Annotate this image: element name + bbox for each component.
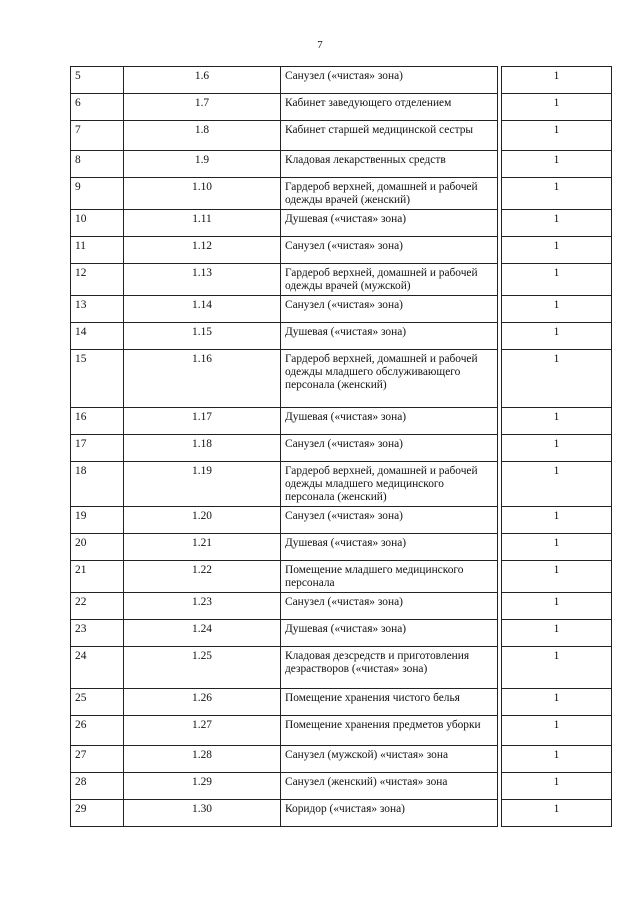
table-row [71, 237, 612, 264]
page-number: 7 [317, 39, 323, 51]
room-code-cell: 1.15 [124, 323, 281, 350]
room-code-cell: 1.8 [124, 121, 281, 151]
room-name-cell: Гардероб верхней, домашней и рабочей одежды врачей (мужской) [281, 264, 498, 296]
row-number-cell: 23 [71, 620, 124, 647]
row-number-cell: 8 [71, 151, 124, 178]
room-code-cell: 1.18 [124, 435, 281, 462]
table-row [71, 350, 612, 408]
room-code-cell: 1.27 [124, 716, 281, 746]
row-number-cell: 12 [71, 264, 124, 296]
room-name-cell: Санузел («чистая» зона) [281, 237, 498, 264]
room-name-cell: Санузел («чистая» зона) [281, 593, 498, 620]
room-code-cell: 1.29 [124, 773, 281, 800]
table-row [71, 121, 612, 151]
room-name-cell: Кладовая дезсредств и приготовления дезрастворов («чистая» зона) [281, 647, 498, 689]
row-number-cell: 24 [71, 647, 124, 689]
room-code-cell: 1.28 [124, 746, 281, 773]
room-code-cell: 1.16 [124, 350, 281, 408]
quantity-cell: 1 [502, 264, 612, 296]
table-row [71, 323, 612, 350]
table-row [71, 534, 612, 561]
quantity-cell: 1 [502, 620, 612, 647]
table-row [71, 647, 612, 689]
room-name-cell: Душевая («чистая» зона) [281, 620, 498, 647]
row-number-cell: 14 [71, 323, 124, 350]
quantity-cell: 1 [502, 746, 612, 773]
quantity-cell: 1 [502, 462, 612, 507]
table-row [71, 716, 612, 746]
room-name-cell: Санузел («чистая» зона) [281, 296, 498, 323]
quantity-cell: 1 [502, 647, 612, 689]
quantity-cell: 1 [502, 121, 612, 151]
table-row [71, 689, 612, 716]
table-row [71, 561, 612, 593]
quantity-cell: 1 [502, 178, 612, 210]
room-code-cell: 1.14 [124, 296, 281, 323]
rooms-table [70, 66, 612, 827]
room-code-cell: 1.12 [124, 237, 281, 264]
room-code-cell: 1.13 [124, 264, 281, 296]
room-code-cell: 1.22 [124, 561, 281, 593]
room-name-cell: Коридор («чистая» зона) [281, 800, 498, 827]
row-number-cell: 20 [71, 534, 124, 561]
table-row [71, 151, 612, 178]
room-code-cell: 1.7 [124, 94, 281, 121]
quantity-cell: 1 [502, 296, 612, 323]
room-code-cell: 1.30 [124, 800, 281, 827]
row-number-cell: 28 [71, 773, 124, 800]
room-name-cell: Санузел («чистая» зона) [281, 67, 498, 94]
room-code-cell: 1.19 [124, 462, 281, 507]
row-number-cell: 17 [71, 435, 124, 462]
row-number-cell: 15 [71, 350, 124, 408]
row-number-cell: 19 [71, 507, 124, 534]
row-number-cell: 11 [71, 237, 124, 264]
room-name-cell: Кабинет заведующего отделением [281, 94, 498, 121]
table-row [71, 296, 612, 323]
room-code-cell: 1.21 [124, 534, 281, 561]
rooms-table-body [71, 67, 612, 827]
table-row [71, 178, 612, 210]
table-row [71, 593, 612, 620]
table-row [71, 94, 612, 121]
quantity-cell: 1 [502, 507, 612, 534]
quantity-cell: 1 [502, 800, 612, 827]
quantity-cell: 1 [502, 435, 612, 462]
room-name-cell: Душевая («чистая» зона) [281, 408, 498, 435]
room-name-cell: Душевая («чистая» зона) [281, 210, 498, 237]
row-number-cell: 22 [71, 593, 124, 620]
room-code-cell: 1.9 [124, 151, 281, 178]
row-number-cell: 18 [71, 462, 124, 507]
row-number-cell: 10 [71, 210, 124, 237]
room-name-cell: Кабинет старшей медицинской сестры [281, 121, 498, 151]
room-code-cell: 1.20 [124, 507, 281, 534]
row-number-cell: 25 [71, 689, 124, 716]
room-code-cell: 1.10 [124, 178, 281, 210]
quantity-cell: 1 [502, 593, 612, 620]
room-name-cell: Гардероб верхней, домашней и рабочей одежды младшего медицинского персонала (женский) [281, 462, 498, 507]
table-row [71, 210, 612, 237]
row-number-cell: 13 [71, 296, 124, 323]
quantity-cell: 1 [502, 773, 612, 800]
table-row [71, 264, 612, 296]
table-row [71, 620, 612, 647]
quantity-cell: 1 [502, 534, 612, 561]
row-number-cell: 6 [71, 94, 124, 121]
room-name-cell: Кладовая лекарственных средств [281, 151, 498, 178]
room-code-cell: 1.17 [124, 408, 281, 435]
table-row [71, 408, 612, 435]
table-row [71, 435, 612, 462]
room-name-cell: Санузел («чистая» зона) [281, 507, 498, 534]
row-number-cell: 27 [71, 746, 124, 773]
quantity-cell: 1 [502, 716, 612, 746]
quantity-cell: 1 [502, 210, 612, 237]
room-code-cell: 1.25 [124, 647, 281, 689]
row-number-cell: 16 [71, 408, 124, 435]
quantity-cell: 1 [502, 689, 612, 716]
row-number-cell: 7 [71, 121, 124, 151]
room-name-cell: Санузел («чистая» зона) [281, 435, 498, 462]
room-name-cell: Санузел (мужской) «чистая» зона [281, 746, 498, 773]
quantity-cell: 1 [502, 323, 612, 350]
room-name-cell: Помещение хранения чистого белья [281, 689, 498, 716]
quantity-cell: 1 [502, 94, 612, 121]
room-code-cell: 1.23 [124, 593, 281, 620]
room-code-cell: 1.11 [124, 210, 281, 237]
quantity-cell: 1 [502, 561, 612, 593]
room-name-cell: Помещение хранения предметов уборки [281, 716, 498, 746]
room-name-cell: Санузел (женский) «чистая» зона [281, 773, 498, 800]
quantity-cell: 1 [502, 237, 612, 264]
row-number-cell: 26 [71, 716, 124, 746]
quantity-cell: 1 [502, 151, 612, 178]
room-code-cell: 1.24 [124, 620, 281, 647]
table-row [71, 773, 612, 800]
quantity-cell: 1 [502, 408, 612, 435]
room-name-cell: Душевая («чистая» зона) [281, 534, 498, 561]
table-row [71, 507, 612, 534]
room-code-cell: 1.6 [124, 67, 281, 94]
room-name-cell: Гардероб верхней, домашней и рабочей одежды младшего обслуживающего персонала (женский) [281, 350, 498, 408]
row-number-cell: 21 [71, 561, 124, 593]
room-name-cell: Гардероб верхней, домашней и рабочей одежды врачей (женский) [281, 178, 498, 210]
row-number-cell: 29 [71, 800, 124, 827]
quantity-cell: 1 [502, 67, 612, 94]
row-number-cell: 5 [71, 67, 124, 94]
table-row [71, 462, 612, 507]
table-row [71, 67, 612, 94]
room-name-cell: Помещение младшего медицинского персонала [281, 561, 498, 593]
table-row [71, 746, 612, 773]
quantity-cell: 1 [502, 350, 612, 408]
table-row [71, 800, 612, 827]
room-code-cell: 1.26 [124, 689, 281, 716]
row-number-cell: 9 [71, 178, 124, 210]
room-name-cell: Душевая («чистая» зона) [281, 323, 498, 350]
